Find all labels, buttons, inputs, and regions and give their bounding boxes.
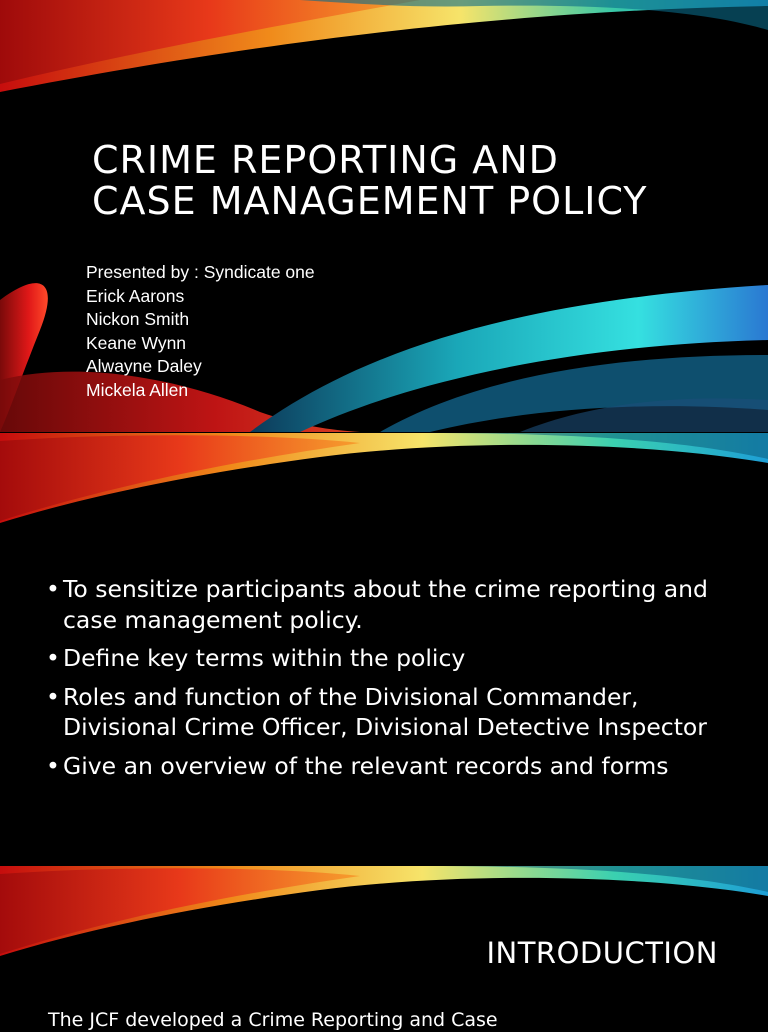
presenter-line: Erick Aarons — [86, 285, 185, 306]
list-item — [46, 574, 736, 635]
bullet-text: To sensitize participants about the crime reporting and case management policy. — [63, 575, 708, 634]
bullet-text: Define key terms within the policy — [63, 644, 466, 672]
title-line-2: CASE MANAGEMENT POLICY — [92, 179, 648, 223]
list-item — [46, 682, 736, 743]
presenter-line: Presented by : Syndicate one — [86, 262, 315, 282]
presenter-line: Nickon Smith — [86, 309, 190, 330]
list-item — [46, 643, 736, 674]
slide-title-heading — [92, 140, 648, 222]
list-item — [46, 751, 736, 782]
presenter-line: Keane Wynn — [86, 332, 187, 353]
slide-title — [0, 0, 768, 432]
presenter-line: Mickela Allen — [86, 379, 189, 400]
bullet-icon: • — [46, 644, 60, 672]
presenter-line: Alwayne Daley — [86, 356, 202, 377]
introduction-text: The JCF developed a Crime Reporting and Case — [48, 1009, 498, 1031]
slide-heading-introduction: INTRODUCTION — [486, 936, 718, 970]
bullet-text: Roles and function of the Divisional Commander, Divisional Crime Officer, Divisional Detective Inspector — [63, 682, 707, 741]
bullet-icon: • — [46, 575, 60, 603]
presenters-list — [86, 261, 315, 403]
bullet-text: Give an overview of the relevant records and forms — [63, 751, 669, 780]
bullet-icon: • — [46, 751, 60, 780]
title-line-1: CRIME REPORTING AND — [92, 138, 559, 182]
bullet-icon: • — [46, 682, 60, 711]
aims-bullet-list — [46, 574, 736, 789]
